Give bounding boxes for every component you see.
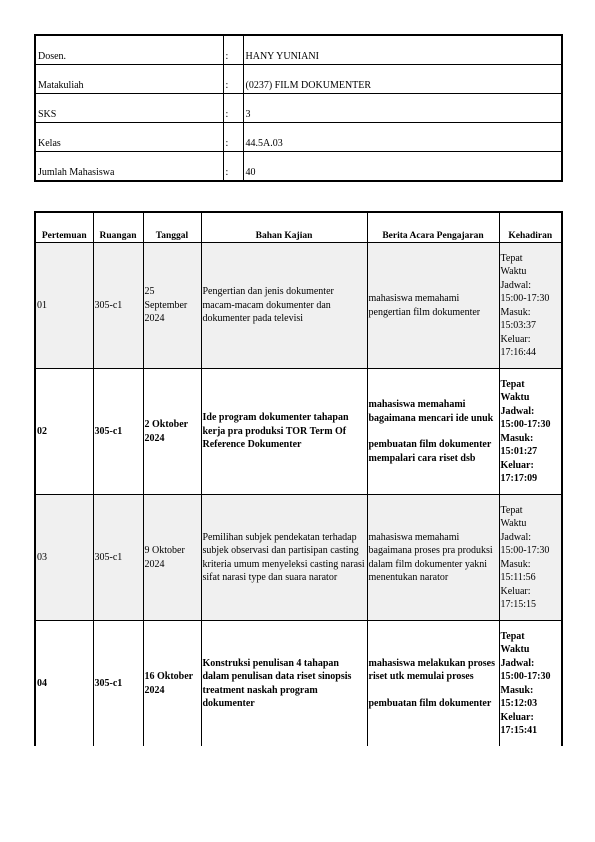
header-bahan-kajian: Bahan Kajian	[201, 212, 367, 243]
table-row	[35, 621, 562, 747]
info-separator: :	[223, 123, 243, 152]
kehadiran-line: Keluar:	[500, 333, 531, 345]
info-separator: :	[223, 65, 243, 94]
berita-acara-text-2: pembuatan film dokumenter	[368, 697, 492, 709]
paragraph-gap	[369, 425, 498, 438]
cell-kehadiran	[499, 243, 562, 369]
info-label: Kelas	[35, 123, 223, 152]
cell-pertemuan: 01	[35, 243, 93, 369]
berita-acara-text-2: pembuatan film dokumenter mempalari cara riset dsb	[368, 439, 492, 464]
kehadiran-line: 17:15:15	[500, 599, 537, 610]
info-row	[35, 35, 562, 65]
attendance-table	[34, 211, 563, 746]
kehadiran-line: 15:01:27	[500, 446, 538, 457]
kehadiran-line: Waktu	[500, 644, 530, 655]
kehadiran-line: Masuk:	[500, 684, 534, 696]
table-row	[35, 243, 562, 369]
kehadiran-line: Masuk:	[500, 306, 531, 318]
kehadiran-line: Jadwal:	[500, 405, 535, 417]
info-label: Dosen.	[35, 35, 223, 65]
kehadiran-line: Keluar:	[500, 585, 531, 597]
table-row	[35, 495, 562, 621]
berita-acara-text: mahasiswa memahami bagaimana proses pra produksi dalam film dokumenter yakni menentukan narator	[368, 531, 493, 583]
cell-kehadiran	[499, 369, 562, 495]
cell-ruangan: 305-c1	[93, 621, 143, 747]
cell-tanggal: 25 September 2024	[143, 243, 201, 369]
header-pertemuan: Pertemuan	[35, 212, 93, 243]
info-separator: :	[223, 35, 243, 65]
header-ruangan: Ruangan	[93, 212, 143, 243]
cell-kehadiran	[499, 621, 562, 747]
cell-bahan-kajian: Konstruksi penulisan 4 tahapan dalam penulisan data riset sinopsis treatment naskah program dokumenter	[201, 621, 367, 747]
table-header-row	[35, 212, 562, 243]
info-row	[35, 123, 562, 152]
kehadiran-line: 17:15:41	[500, 725, 538, 736]
kehadiran-line: Jadwal:	[500, 531, 532, 543]
berita-acara-text: mahasiswa memahami bagaimana mencari ide unuk	[368, 399, 494, 424]
kehadiran-line: 15:00-17:30	[500, 671, 551, 682]
kehadiran-line: Keluar:	[500, 459, 534, 471]
kehadiran-line: 15:03:37	[500, 320, 537, 331]
course-info-table	[34, 34, 563, 182]
kehadiran-line: Waktu	[500, 392, 530, 403]
info-row	[35, 94, 562, 123]
cell-berita-acara	[367, 369, 499, 495]
table-row	[35, 369, 562, 495]
paragraph-gap	[369, 684, 498, 697]
cell-ruangan: 305-c1	[93, 495, 143, 621]
kehadiran-line: 15:12:03	[500, 698, 538, 709]
info-row	[35, 65, 562, 94]
kehadiran-line: 15:00-17:30	[500, 419, 551, 430]
kehadiran-line: Keluar:	[500, 711, 534, 723]
cell-bahan-kajian: Pengertian dan jenis dokumenter macam-macam dokumenter dan dokumenter pada televisi	[201, 243, 367, 369]
info-row	[35, 152, 562, 182]
info-label: SKS	[35, 94, 223, 123]
cell-bahan-kajian: Ide program dokumenter tahapan kerja pra produksi TOR Term Of Reference Dokumenter	[201, 369, 367, 495]
kehadiran-line: Tepat	[500, 252, 523, 264]
cell-tanggal: 2 Oktober 2024	[143, 369, 201, 495]
kehadiran-line: 15:00-17:30	[500, 545, 550, 556]
kehadiran-line: Tepat	[500, 630, 525, 642]
header-berita-acara: Berita Acara Pengajaran	[367, 212, 499, 243]
kehadiran-line: Tepat	[500, 504, 523, 516]
header-tanggal: Tanggal	[143, 212, 201, 243]
kehadiran-line: Masuk:	[500, 558, 531, 570]
kehadiran-line: Tepat	[500, 378, 525, 390]
berita-acara-text: mahasiswa melakukan proses riset utk memulai proses	[368, 657, 496, 683]
kehadiran-line: 17:16:44	[500, 347, 537, 358]
cell-berita-acara	[367, 621, 499, 747]
cell-berita-acara	[367, 243, 499, 369]
cell-tanggal: 16 Oktober 2024	[143, 621, 201, 747]
info-label: Matakuliah	[35, 65, 223, 94]
kehadiran-line: 17:17:09	[500, 473, 538, 484]
kehadiran-line: Masuk:	[500, 432, 534, 444]
info-value: 3	[243, 94, 562, 123]
cell-tanggal: 9 Oktober 2024	[143, 495, 201, 621]
info-value: 44.5A.03	[243, 123, 562, 152]
cell-berita-acara	[367, 495, 499, 621]
kehadiran-line: 15:00-17:30	[500, 293, 550, 304]
cell-bahan-kajian: Pemilihan subjek pendekatan terhadap subjek observasi dan partisipan casting kriteria umum menyeleksi casting narasi sifat narasi type dan suara narator	[201, 495, 367, 621]
cell-kehadiran	[499, 495, 562, 621]
cell-ruangan: 305-c1	[93, 369, 143, 495]
info-separator: :	[223, 94, 243, 123]
header-kehadiran: Kehadiran	[499, 212, 562, 243]
kehadiran-line: Jadwal:	[500, 657, 535, 669]
cell-ruangan: 305-c1	[93, 243, 143, 369]
info-value: (0237) FILM DOKUMENTER	[243, 65, 562, 94]
kehadiran-line: Waktu	[500, 266, 527, 277]
cell-pertemuan: 04	[35, 621, 93, 747]
kehadiran-line: 15:11:56	[500, 572, 536, 583]
cell-pertemuan: 02	[35, 369, 93, 495]
cell-pertemuan: 03	[35, 495, 93, 621]
info-label: Jumlah Mahasiswa	[35, 152, 223, 182]
info-separator: :	[223, 152, 243, 182]
kehadiran-line: Waktu	[500, 518, 527, 529]
info-value: 40	[243, 152, 562, 182]
berita-acara-text: mahasiswa memahami pengertian film dokumenter	[368, 293, 481, 318]
info-value: HANY YUNIANI	[243, 35, 562, 65]
kehadiran-line: Jadwal:	[500, 279, 532, 291]
